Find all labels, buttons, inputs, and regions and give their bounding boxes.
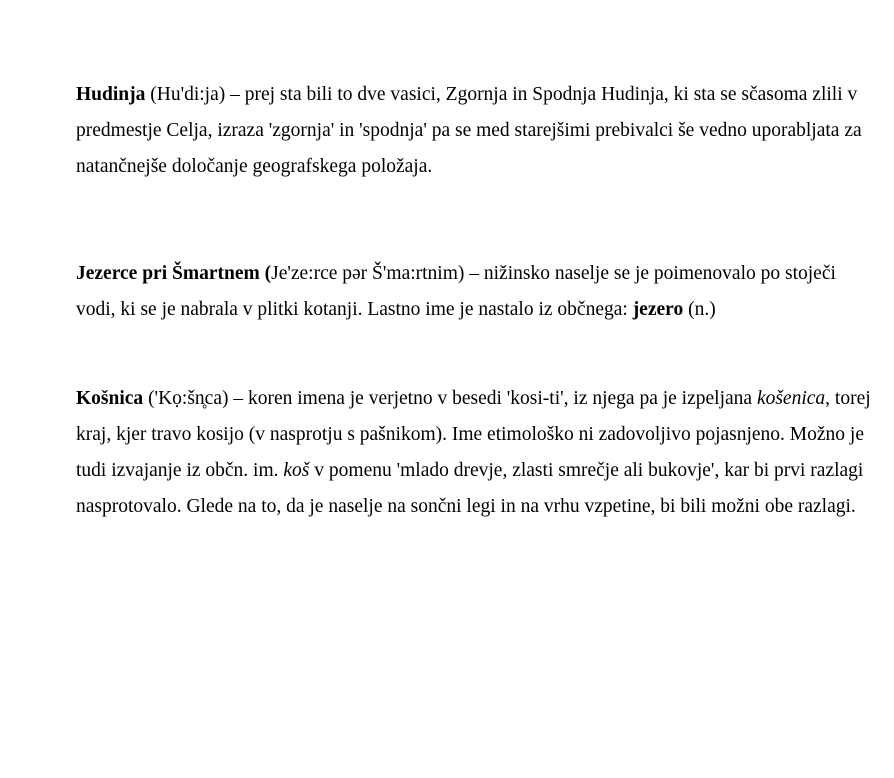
entry-text-tail: (n.) [683,299,716,320]
entry-jezerce [76,256,876,328]
entry-kosnica [76,381,876,525]
document-page [76,77,876,525]
entry-text-tail: v pomenu 'mlado drevje, zlasti smrečje ali bukovje', kar bi prvi razlagi nasprotovalo. Glede na to, da je naselje na sončni legi in na vrhu vzpetine, bi bili možni obe razlagi. [76,460,864,517]
entry-text: ('Kọ:šn̥ca) – koren imena je verjetno v besedi 'kosi-ti', iz njega pa je izpeljana [143,388,757,409]
entry-text-middle: , torej kraj, kjer travo kosijo (v nasprotju s pašnikom). Ime etimološko ni zadovoljivo pojasnjeno. Možno je tudi izvajanje iz občn. im. [76,388,871,481]
entry-text: Je'ze:rce pər Š'ma:rtnim) – nižinsko naselje se je poimenovalo po stoječi vodi, ki se je nabrala v plitki kotanji. Lastno ime je nastalo iz občnega: [76,263,836,320]
entry-hudinja [76,77,876,185]
italic-term: koš [283,460,310,481]
headword-hudinja: Hudinja [76,84,146,105]
italic-term: košenica [756,388,826,409]
headword-jezerce: Jezerce pri Šmartnem ( [76,263,272,284]
headword-kosnica: Košnica [76,388,144,409]
bold-term: jezero [632,299,684,320]
entry-text: (Hu'di:ja) – prej sta bili to dve vasici, Zgornja in Spodnja Hudinja, ki sta se sčasoma zlili v predmestje Celja, izraza 'zgornja' in 'spodnja' pa se med starejšimi prebivalci še vedno uporabljata za natančnejše določanje geografskega položaja. [76,84,862,177]
